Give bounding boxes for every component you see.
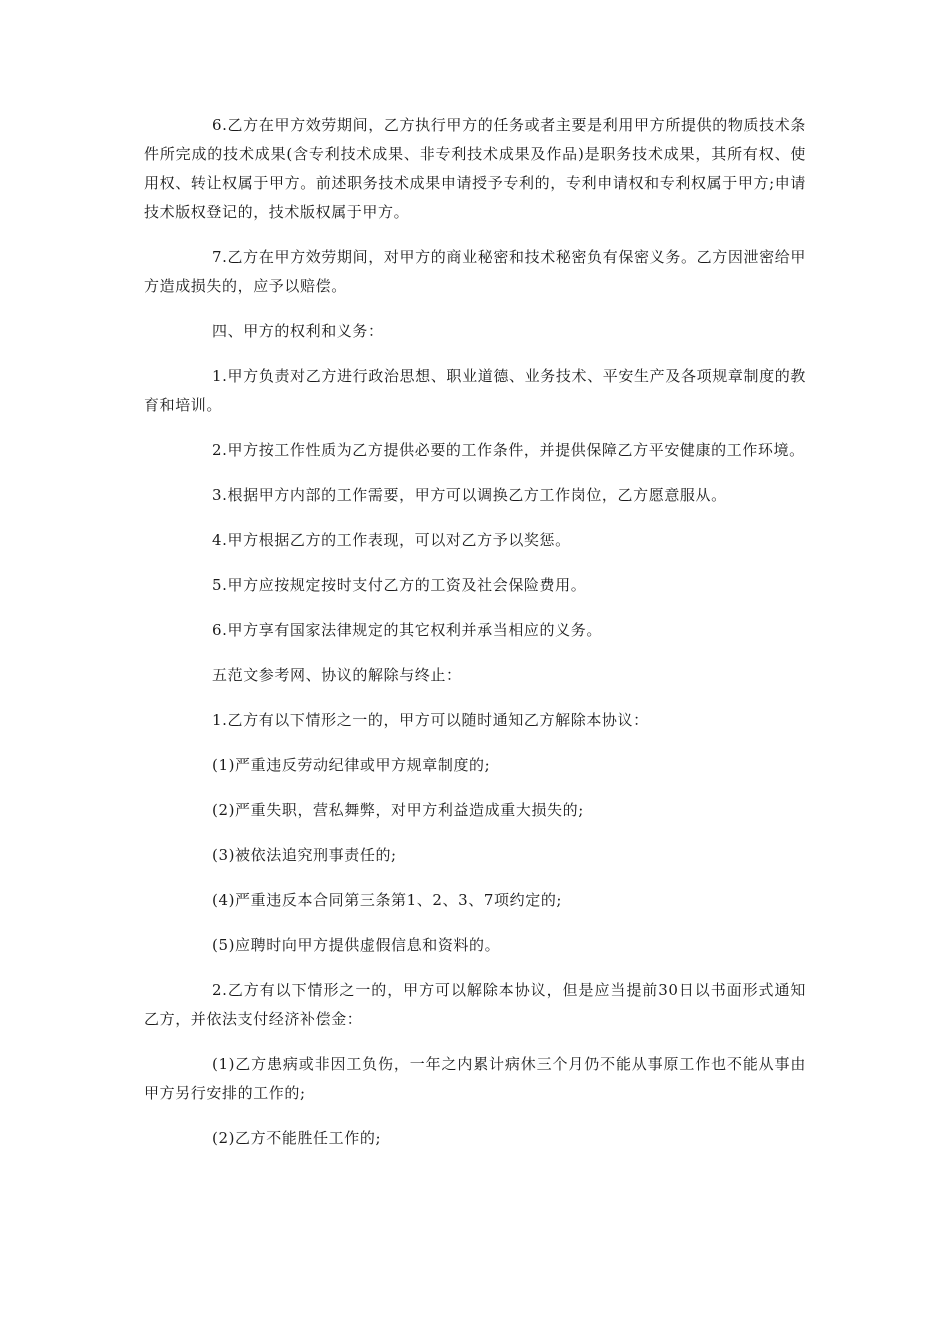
list-item-5-1-4: (4)严重违反本合同第三条第1、2、3、7项约定的; xyxy=(212,891,563,909)
document-body xyxy=(144,111,806,1169)
section-heading-5: 五范文参考网、协议的解除与终止： xyxy=(212,666,462,684)
paragraph-clause-4-6: 6.甲方享有国家法律规定的其它权利并承当相应的义务。 xyxy=(212,621,602,639)
paragraph-clause-4-2: 2.甲方按工作性质为乙方提供必要的工作条件，并提供保障乙方平安健康的工作环境。 xyxy=(212,441,805,459)
list-item-5-1-1: (1)严重违反劳动纪律或甲方规章制度的; xyxy=(212,756,491,774)
paragraph-clause-4-3: 3.根据甲方内部的工作需要，甲方可以调换乙方工作岗位，乙方愿意服从。 xyxy=(212,486,727,504)
paragraph-clause-5-1: 1.乙方有以下情形之一的，甲方可以随时通知乙方解除本协议： xyxy=(212,711,649,729)
list-item-5-1-5: (5)应聘时向甲方提供虚假信息和资料的。 xyxy=(212,936,501,954)
paragraph-clause-4-5: 5.甲方应按规定按时支付乙方的工资及社会保险费用。 xyxy=(212,576,587,594)
list-item-5-1-3: (3)被依法追究刑事责任的; xyxy=(212,846,397,864)
paragraph-clause-4-1: 1.甲方负责对乙方进行政治思想、职业道德、业务技术、平安生产及各项规章制度的教育和培训。 xyxy=(144,367,806,414)
list-item-5-2-2: (2)乙方不能胜任工作的; xyxy=(212,1129,382,1147)
section-heading-4: 四、甲方的权利和义务： xyxy=(212,322,384,340)
paragraph-clause-3-6: 6.乙方在甲方效劳期间，乙方执行甲方的任务或者主要是利用甲方所提供的物质技术条件所完成的技术成果(含专利技术成果、非专利技术成果及作品)是职务技术成果，其所有权、使用权、转让权属于甲方。前述职务技术成果申请授予专利的，专利申请权和专利权属于甲方;申请技术版权登记的，技术版权属于甲方。 xyxy=(144,116,806,221)
list-item-5-1-2: (2)严重失职，营私舞弊，对甲方利益造成重大损失的; xyxy=(212,801,584,819)
paragraph-clause-4-4: 4.甲方根据乙方的工作表现，可以对乙方予以奖惩。 xyxy=(212,531,571,549)
list-item-5-2-1: (1)乙方患病或非因工负伤，一年之内累计病休三个月仍不能从事原工作也不能从事由甲方另行安排的工作的; xyxy=(144,1055,806,1102)
paragraph-clause-5-2: 2.乙方有以下情形之一的，甲方可以解除本协议，但是应当提前30日以书面形式通知乙方，并依法支付经济补偿金： xyxy=(144,981,806,1028)
paragraph-clause-3-7: 7.乙方在甲方效劳期间，对甲方的商业秘密和技术秘密负有保密义务。乙方因泄密给甲方造成损失的，应予以赔偿。 xyxy=(144,248,806,295)
